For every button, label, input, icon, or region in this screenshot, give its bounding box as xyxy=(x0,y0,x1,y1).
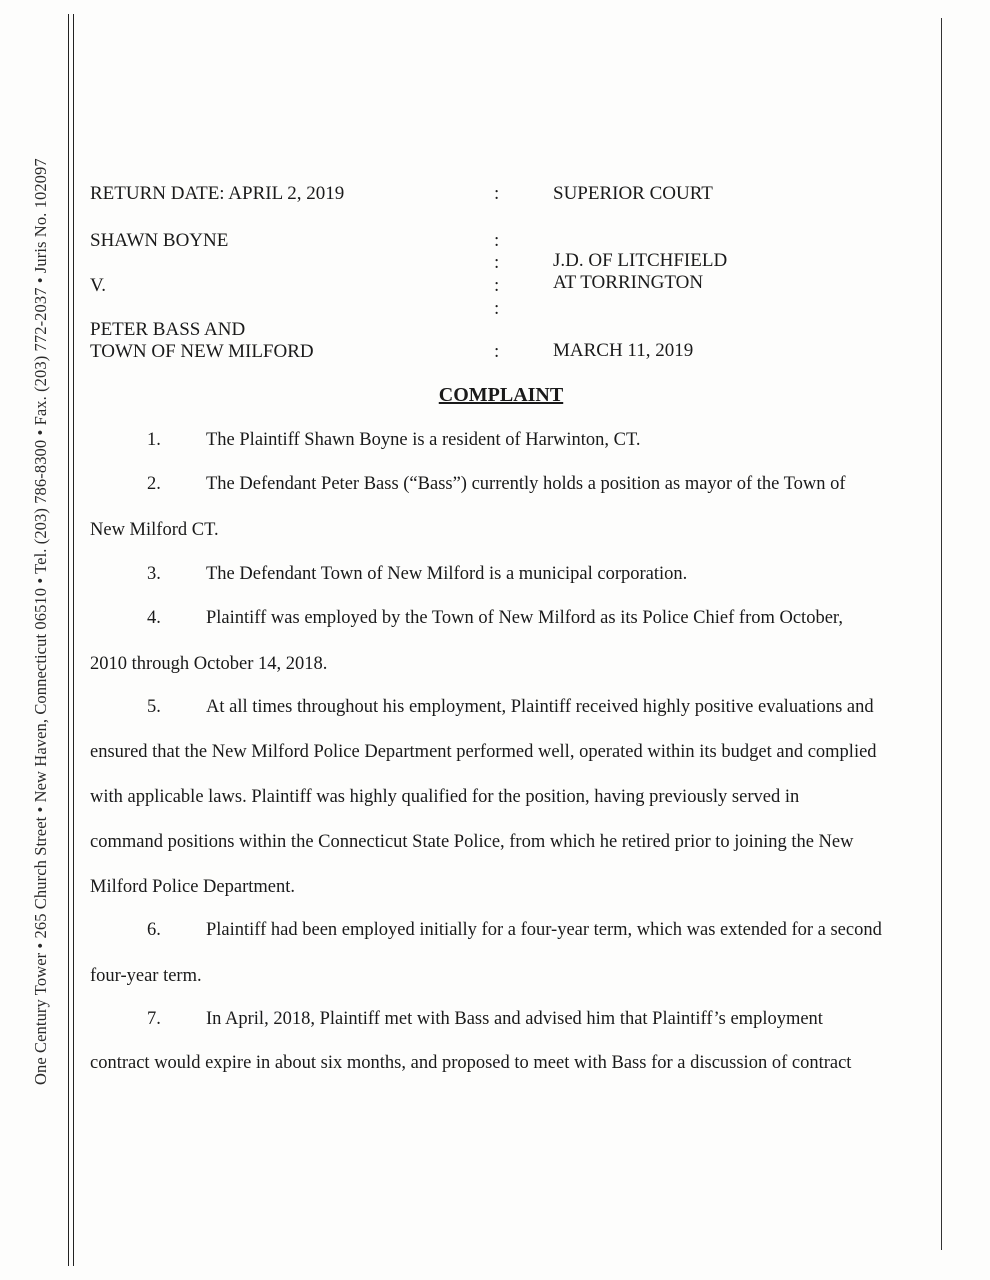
paragraph-line: contract would expire in about six months, and proposed to meet with Bass for a discussion of contract xyxy=(90,1053,852,1073)
return-date: RETURN DATE: APRIL 2, 2019 xyxy=(90,183,345,204)
paragraph-line: The Plaintiff Shawn Boyne is a resident of Harwinton, CT. xyxy=(206,430,641,450)
paragraph-line: 2010 through October 14, 2018. xyxy=(90,654,328,674)
court-location: AT TORRINGTON xyxy=(553,272,704,293)
paragraph-line: four-year term. xyxy=(90,966,202,986)
caption-colon: : xyxy=(494,298,500,319)
caption-colon: : xyxy=(494,275,500,296)
paragraph-line: At all times throughout his employment, Plaintiff received highly positive evaluations and xyxy=(206,697,874,717)
caption-colon: : xyxy=(494,230,500,251)
defendant-line-1: PETER BASS AND xyxy=(90,319,246,340)
paragraph-number: 4. xyxy=(147,608,161,628)
right-margin-rule xyxy=(941,18,942,1250)
paragraph-line: The Defendant Town of New Milford is a municipal corporation. xyxy=(206,564,688,584)
paragraph-line: Plaintiff had been employed initially for a four-year term, which was extended for a second xyxy=(206,920,882,940)
filing-date: MARCH 11, 2019 xyxy=(553,340,694,361)
paragraph-line: The Defendant Peter Bass (“Bass”) currently holds a position as mayor of the Town of xyxy=(206,474,846,494)
defendant-line-2: TOWN OF NEW MILFORD xyxy=(90,341,314,362)
document-title: COMPLAINT xyxy=(438,384,564,406)
paragraph-line: with applicable laws. Plaintiff was highly qualified for the position, having previously served in xyxy=(90,787,800,807)
firm-footer xyxy=(24,158,58,1085)
paragraph-number: 1. xyxy=(147,430,161,450)
left-margin-rule xyxy=(68,14,69,1266)
paragraph-line: Plaintiff was employed by the Town of New Milford as its Police Chief from October, xyxy=(206,608,843,628)
paragraph-line: In April, 2018, Plaintiff met with Bass and advised him that Plaintiff’s employment xyxy=(206,1009,823,1029)
paragraph-number: 6. xyxy=(147,920,161,940)
paragraph-number: 5. xyxy=(147,697,161,717)
paragraph-line: New Milford CT. xyxy=(90,520,219,540)
plaintiff-name: SHAWN BOYNE xyxy=(90,230,229,251)
firm-footer-address: One Century Tower • 265 Church Street • New Haven, Connecticut 06510 • Tel. (203) 786-8300 • Fax. (203) 772-2037 • Juris No. 102097 xyxy=(31,158,50,1085)
court-name: SUPERIOR COURT xyxy=(553,183,713,204)
left-margin-rule-inner xyxy=(73,14,74,1266)
paragraph-number: 7. xyxy=(147,1009,161,1029)
versus: V. xyxy=(90,275,107,296)
paragraph-number: 3. xyxy=(147,564,161,584)
paragraph-number: 2. xyxy=(147,474,161,494)
judicial-district: J.D. OF LITCHFIELD xyxy=(553,250,728,271)
caption-colon: : xyxy=(494,252,500,273)
paragraph-line: command positions within the Connecticut State Police, from which he retired prior to joining the New xyxy=(90,832,854,852)
caption-colon: : xyxy=(494,341,500,362)
paragraph-line: Milford Police Department. xyxy=(90,877,295,897)
paragraph-line: ensured that the New Milford Police Department performed well, operated within its budget and complied xyxy=(90,742,877,762)
caption-colon: : xyxy=(494,183,500,204)
